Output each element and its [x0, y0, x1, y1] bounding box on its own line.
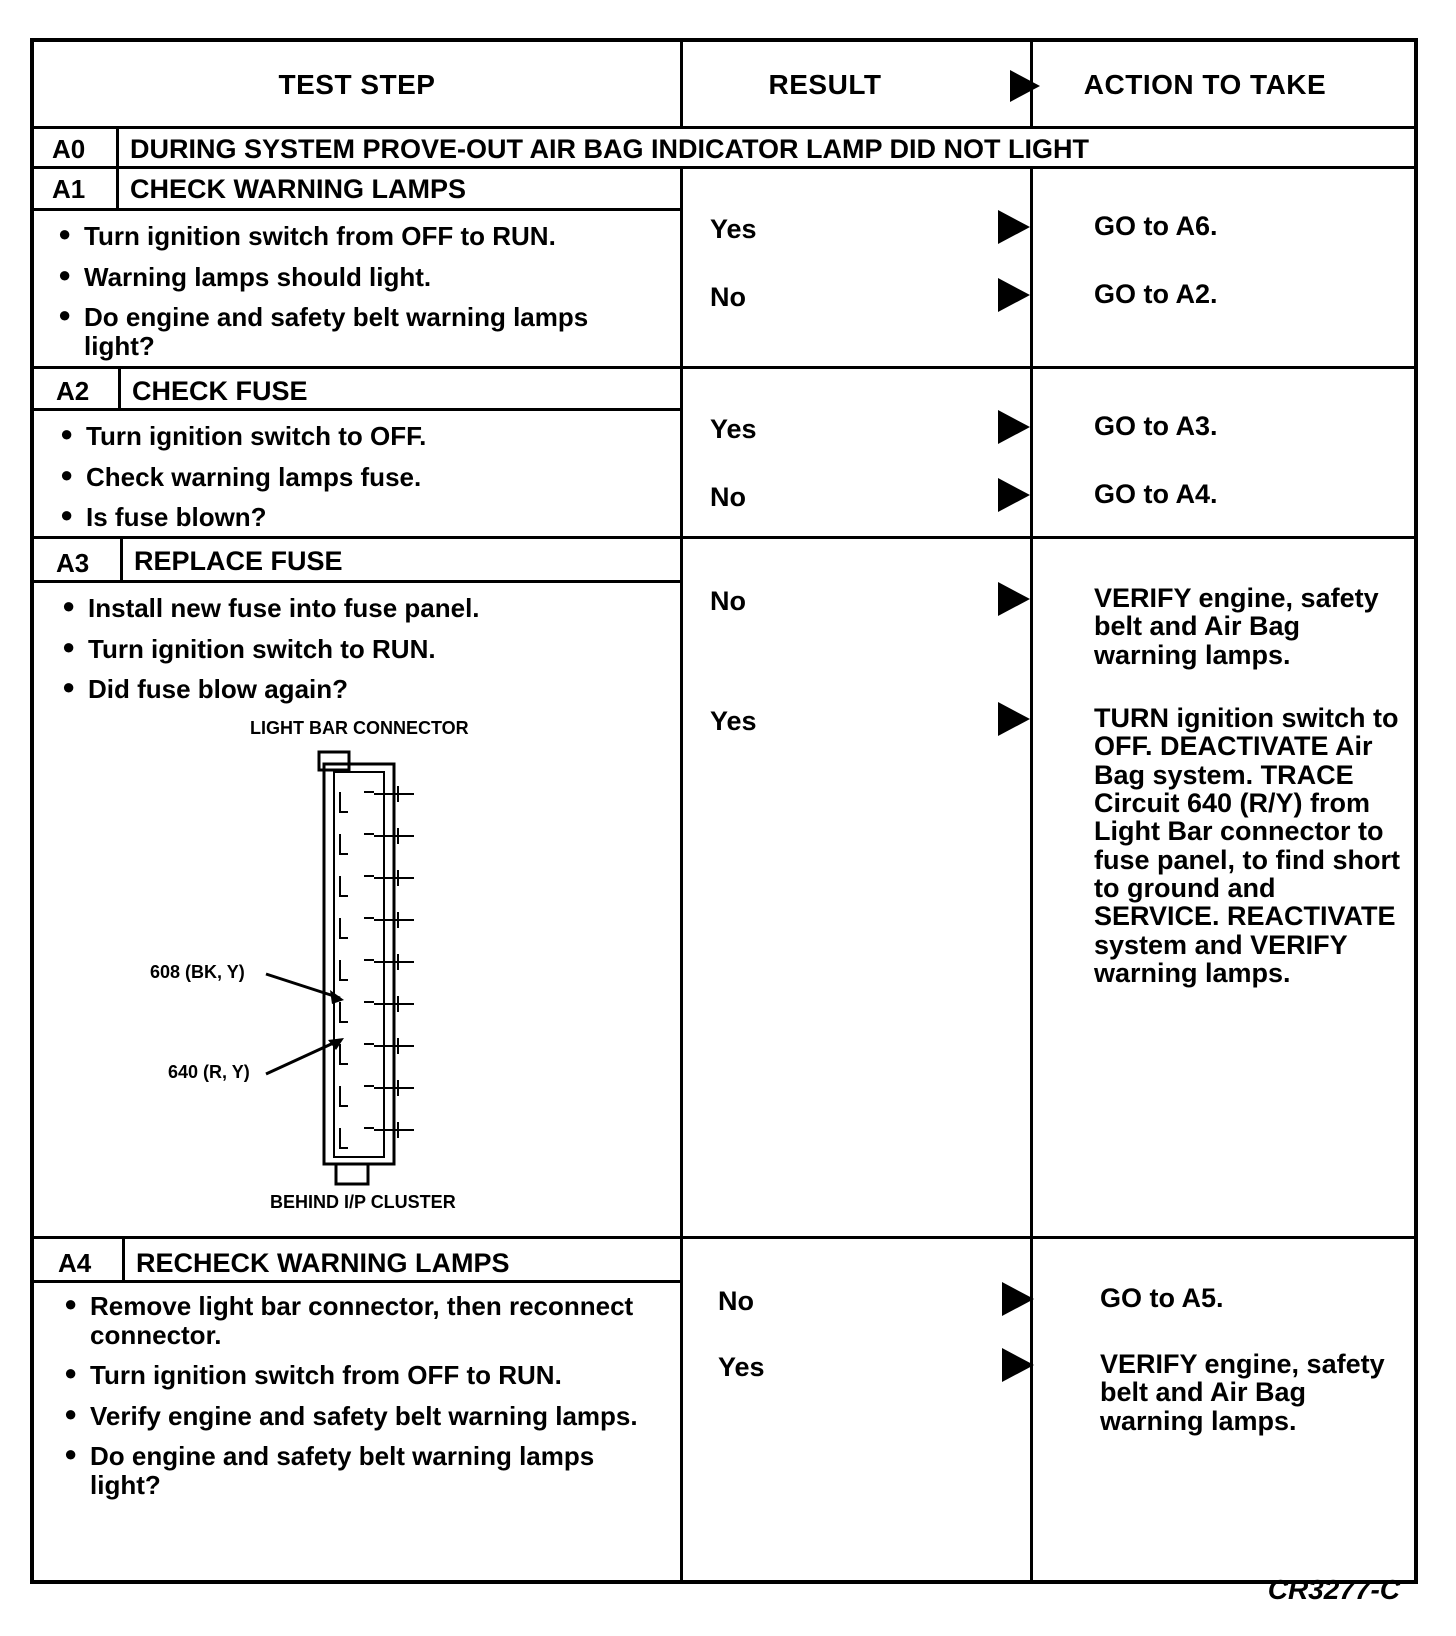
wire-label-640: 640 (R, Y): [168, 1062, 250, 1082]
list-item: ● Check warning lamps fuse.: [60, 463, 660, 492]
step-id-a0: A0: [52, 134, 86, 164]
connector-location-label: BEHIND I/P CLUSTER: [270, 1192, 456, 1212]
result-label: Yes: [718, 1352, 765, 1382]
action-text: GO to A3.: [1094, 411, 1218, 441]
step-bullets-a3: [62, 594, 662, 716]
step-title-a0: DURING SYSTEM PROVE-OUT AIR BAG INDICATOR LAMP DID NOT LIGHT: [130, 134, 1090, 164]
action-text: GO to A4.: [1094, 479, 1218, 509]
action-text: GO to A5.: [1100, 1283, 1224, 1313]
divider: [116, 128, 119, 168]
step-id-a2: A2: [56, 376, 90, 406]
step-title-a3: REPLACE FUSE: [134, 546, 343, 576]
step-bullets-a4: [64, 1292, 664, 1512]
list-item: ● Turn ignition switch from OFF to RUN.: [58, 222, 658, 251]
list-item: ● Is fuse blown?: [60, 503, 660, 532]
figure-code: CR3277-C: [1267, 1574, 1400, 1605]
connector-pins: [340, 786, 414, 1148]
step-id-a3: A3: [56, 548, 90, 578]
arrow-icon: [998, 278, 1030, 312]
diagnostic-chart: [30, 38, 1418, 1584]
result-label: No: [710, 482, 746, 512]
wire-label-608: 608 (BK, Y): [150, 962, 245, 982]
result-label: No: [710, 282, 746, 312]
step-title-a2: CHECK FUSE: [132, 376, 308, 406]
divider: [680, 168, 683, 1584]
list-item: ● Do engine and safety belt warning lamps light?: [58, 303, 658, 360]
step-title-a4: RECHECK WARNING LAMPS: [136, 1248, 510, 1278]
arrow-icon: [998, 702, 1030, 736]
action-text: VERIFY engine, safety belt and Air Bag warning lamps.: [1094, 583, 1379, 670]
result-label: Yes: [710, 214, 757, 244]
list-item: ● Install new fuse into fuse panel.: [62, 594, 662, 623]
list-item: ● Turn ignition switch to RUN.: [62, 635, 662, 664]
step-id-a4: A4: [58, 1248, 92, 1278]
arrow-icon: [998, 478, 1030, 512]
arrow-icon: [1002, 1282, 1034, 1316]
arrow-icon: [998, 410, 1030, 444]
action-text: GO to A6.: [1094, 211, 1218, 241]
result-label: No: [710, 586, 746, 616]
list-item: ● Turn ignition switch to OFF.: [60, 422, 660, 451]
result-label: Yes: [710, 414, 757, 444]
list-item: ● Do engine and safety belt warning lamps light?: [64, 1442, 664, 1499]
divider: [34, 366, 1414, 369]
action-text: TURN ignition switch to OFF. DEACTIVATE Air Bag system. TRACE Circuit 640 (R/Y) from Light Bar connector to fuse panel, to find short to ground and SERVICE. REACTIVATE system and VERIFY warning lamps.: [1094, 703, 1401, 989]
step-bullets-a1: [58, 222, 658, 372]
result-label: Yes: [710, 706, 757, 736]
connector-title-label: LIGHT BAR CONNECTOR: [250, 718, 469, 738]
list-item: ● Turn ignition switch from OFF to RUN.: [64, 1361, 664, 1390]
header-test-step: TEST STEP: [278, 69, 436, 100]
step-id-a1: A1: [52, 174, 86, 204]
action-text: GO to A2.: [1094, 279, 1218, 309]
arrow-icon: [998, 582, 1030, 616]
list-item: ● Verify engine and safety belt warning lamps.: [64, 1402, 664, 1431]
header-action: ACTION TO TAKE: [1083, 69, 1327, 100]
divider: [34, 536, 1414, 539]
list-item: ● Did fuse blow again?: [62, 675, 662, 704]
divider: [34, 1280, 680, 1283]
divider: [34, 408, 680, 411]
header-result-label: RESULT: [768, 69, 882, 100]
divider: [120, 538, 123, 582]
divider: [118, 368, 121, 410]
step-title-a1: CHECK WARNING LAMPS: [130, 174, 466, 204]
list-item: ● Warning lamps should light.: [58, 263, 658, 292]
result-label: No: [718, 1286, 754, 1316]
arrow-icon: [998, 210, 1030, 244]
divider: [34, 126, 1414, 129]
divider: [34, 208, 680, 211]
header-result: [680, 42, 1030, 128]
divider: [34, 166, 1414, 169]
list-item: ● Remove light bar connector, then reconnect connector.: [64, 1292, 664, 1349]
divider: [1030, 42, 1033, 128]
divider: [122, 1238, 125, 1282]
divider: [116, 168, 119, 210]
action-text: VERIFY engine, safety belt and Air Bag warning lamps.: [1100, 1349, 1385, 1436]
divider: [34, 1236, 1414, 1239]
arrow-icon: [1002, 1348, 1034, 1382]
step-bullets-a2: [60, 422, 660, 544]
divider: [680, 42, 683, 128]
divider: [34, 580, 680, 583]
